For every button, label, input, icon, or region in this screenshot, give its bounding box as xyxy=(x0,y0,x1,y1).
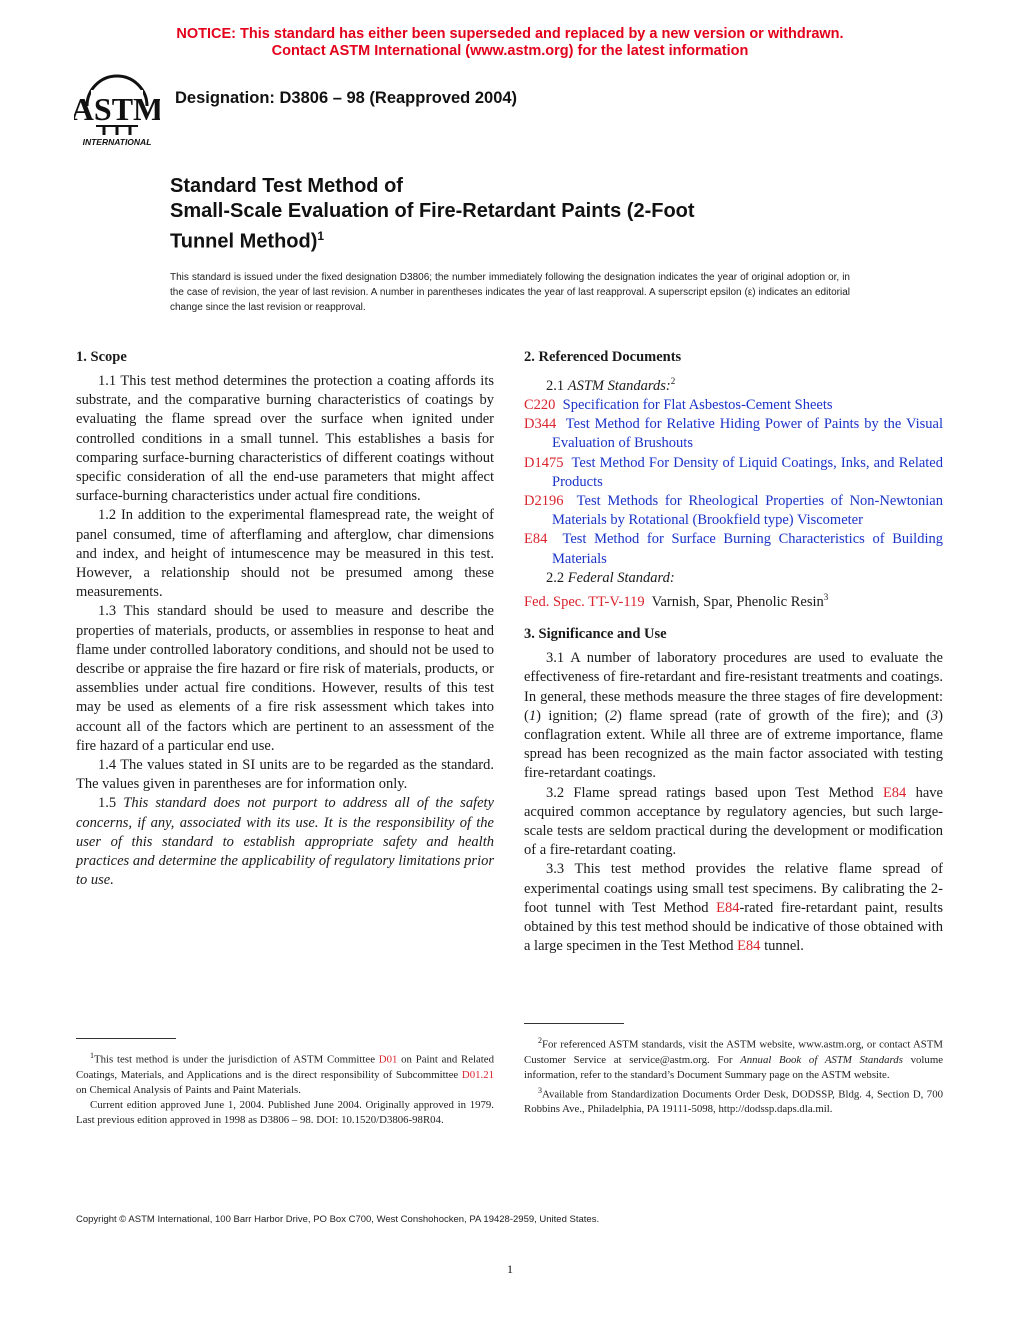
footnotes-left xyxy=(76,1048,494,1128)
footnote-1 xyxy=(76,1048,494,1098)
logo-text: ASTM xyxy=(74,91,160,127)
page-number: 1 xyxy=(507,1262,513,1276)
footnote-2-part: For referenced ASTM standards, visit the ASTM website, www.astm.org, or contact ASTM Customer Service at service@astm.org. For xyxy=(524,1038,943,1066)
footnote-divider-left xyxy=(76,1038,176,1039)
subsection-2-1-number: 2.1 xyxy=(546,377,565,394)
subsection-2-2 xyxy=(524,569,943,588)
paragraph-3-1-part: 3.1 A number of laboratory procedures are used to evaluate the effectiveness of fire-retardant and fire-resistant treatments and coatings. In general, these methods measure the three stages of fire development: ( xyxy=(524,650,943,724)
reference-code[interactable]: D344 xyxy=(524,416,557,433)
footnotes-right xyxy=(524,1033,943,1117)
title-line-3-text: Tunnel Method) xyxy=(170,230,318,253)
notice-line-1: NOTICE: This standard has either been superseded and replaced by a new version or withdrawn. xyxy=(176,26,844,42)
left-column xyxy=(76,347,494,890)
paragraph-3-2-part: have acquired common acceptance by regulatory agencies, but such large-scale tests are seldom practical during the development or modification of a fire-retardant coating. xyxy=(524,784,943,859)
footnote-edition: Current edition approved June 1, 2004. Published June 2004. Originally approved in 1979. Last previous edition approved in 1998 as D3806 – 98. DOI: 10.1520/D3806-98R04. xyxy=(76,1098,494,1126)
footnote-1-part: on Paint and Related Coatings, Materials, and Applications and is the direct responsibility of Subcommittee xyxy=(76,1053,494,1081)
title-line-1: Standard Test Method of xyxy=(170,175,403,197)
section-heading-significance: 3. Significance and Use xyxy=(524,626,667,643)
paragraph-3-1-part: ) flame spread (rate of growth of the fire); and ( xyxy=(616,707,931,724)
federal-standard-title: Varnish, Spar, Phenolic Resin xyxy=(651,593,824,610)
reference-code[interactable]: C220 xyxy=(524,397,556,414)
notice-line-2: Contact ASTM International (www.astm.org) for the latest information xyxy=(271,43,749,59)
paragraph-3-1-number: 2 xyxy=(609,707,617,724)
paragraph-3-3-part: -rated fire-retardant paint, results obtained by this test method should be indicative of those obtained with a large specimen in the Test Method xyxy=(524,899,943,955)
reference-item[interactable] xyxy=(524,454,943,492)
section-heading-referenced-documents: 2. Referenced Documents xyxy=(524,349,682,365)
document-title xyxy=(170,174,695,255)
reference-title[interactable]: Test Method for Surface Burning Characteristics of Building Materials xyxy=(552,531,943,567)
paragraph-3-3-part: tunnel. xyxy=(760,938,804,955)
copyright: Copyright © ASTM International, 100 Barr Harbor Drive, PO Box C700, West Conshohocken, PA 19428-2959, United States. xyxy=(76,1214,600,1225)
paragraph-3-1 xyxy=(524,649,943,783)
subsection-2-1-label: ASTM Standards: xyxy=(567,377,671,394)
subsection-2-1 xyxy=(524,372,943,396)
title-line-2: Small-Scale Evaluation of Fire-Retardant Paints (2-Foot xyxy=(170,200,695,222)
footnote-1-part: on Chemical Analysis of Paints and Paint Materials. xyxy=(76,1083,301,1096)
reference-title[interactable]: Test Method for Relative Hiding Power of Paints by the Visual Evaluation of Brushouts xyxy=(552,416,943,452)
federal-standard-item xyxy=(524,588,943,612)
reference-item[interactable] xyxy=(524,415,943,453)
section-heading-scope: 1. Scope xyxy=(76,349,127,365)
footnote-2-italic: Annual Book of ASTM Standards xyxy=(740,1053,903,1066)
footnote-divider-right xyxy=(524,1023,624,1024)
e84-link[interactable]: E84 xyxy=(882,784,907,801)
paragraph-3-2 xyxy=(524,784,943,861)
footnote-mark-2: 2 xyxy=(670,376,676,386)
paragraph-3-2-part: 3.2 Flame spread ratings based upon Test Method xyxy=(546,784,883,801)
subcommittee-link[interactable]: D01.21 xyxy=(461,1068,494,1081)
reference-item[interactable] xyxy=(524,492,943,530)
committee-link[interactable]: D01 xyxy=(378,1053,398,1066)
subsection-2-2-label: Federal Standard: xyxy=(567,569,675,586)
title-line-3 xyxy=(170,224,695,255)
reference-title[interactable]: Test Methods for Rheological Properties of Non-Newtonian Materials by Rotational (Brookfield type) Viscometer xyxy=(552,493,943,529)
footnote-2-part: volume information, refer to the standard’s Document Summary page on the ASTM website. xyxy=(524,1053,944,1081)
paragraph-1-5-number: 1.5 xyxy=(98,795,117,812)
astm-logo-icon xyxy=(74,72,160,150)
reference-code[interactable]: E84 xyxy=(524,531,548,548)
paragraph-3-1-part: ) conflagration extent. While all three are of extreme importance, flame spread has been recognized as the main factor associated with testing fire-retardant coatings. xyxy=(524,707,943,782)
paragraph-3-1-number: 1 xyxy=(528,707,537,724)
paragraph-1-1: 1.1 This test method determines the protection a coating affords its substrate, and the comparative burning characteristics of coatings by evaluating the flame spread over the surface when ignited under controlled conditions in a small tunnel. This establishes a basis for comparing surface-burning characteristics of different coatings without specific consideration of all the end-use parameters that might affect surface-burning characteristics under actual fire conditions. xyxy=(76,373,494,505)
astm-logo xyxy=(74,72,160,150)
footnote-3-text: Available from Standardization Documents Order Desk, DODSSP, Bldg. 4, Section D, 700 Robbins Ave., Philadelphia, PA 19111-5098, http://dodssp.daps.dla.mil. xyxy=(524,1088,943,1116)
paragraph-3-3 xyxy=(524,860,943,956)
reference-title[interactable]: Test Method For Density of Liquid Coatings, Inks, and Related Products xyxy=(552,454,943,490)
e84-link[interactable]: E84 xyxy=(716,899,740,916)
notice-banner xyxy=(0,26,1020,60)
footnote-3-mark: 3 xyxy=(538,1085,542,1095)
reference-title[interactable]: Specification for Flat Asbestos-Cement Sheets xyxy=(562,397,833,414)
subsection-2-2-number: 2.2 xyxy=(546,569,565,586)
reference-code[interactable]: D2196 xyxy=(524,493,564,510)
paragraph-1-5-text: This standard does not purport to address all of the safety concerns, if any, associated with its use. It is the responsibility of the user of this standard to establish appropriate safety and health practices and determine the applicability of regulatory limitations prior to use. xyxy=(76,795,494,889)
footnote-2-mark: 2 xyxy=(538,1036,542,1045)
footnote-3 xyxy=(524,1083,943,1118)
designation: Designation: D3806 – 98 (Reapproved 2004) xyxy=(175,89,518,107)
right-column xyxy=(524,347,943,956)
preamble: This standard is issued under the fixed designation D3806; the number immediately following the designation indicates the year of original adoption or, in the case of revision, the year of last revision. A number in parentheses indicates the year of last reapproval. A superscript epsilon (ε) indicates an editorial change since the last revision or reapproval. xyxy=(170,272,850,313)
federal-standard-code[interactable]: Fed. Spec. TT-V-119 xyxy=(524,593,645,610)
reference-item[interactable] xyxy=(524,396,943,415)
paragraph-1-3: 1.3 This standard should be used to measure and describe the properties of materials, products, or assemblies in response to heat and flame under controlled laboratory conditions, and should not be used to describe or appraise the fire hazard or fire risk of materials, products, or assemblies under actual fire conditions. However, results of this test may be used as elements of a fire risk assessment which takes into account all of the factors which are pertinent to an assessment of the fire hazard of a particular end use. xyxy=(76,603,494,754)
footnote-1-part: This test method is under the jurisdiction of ASTM Committee xyxy=(94,1053,379,1066)
paragraph-3-3-part: 3.3 This test method provides the relative flame spread of experimental coatings using small test specimens. By calibrating the 2-foot tunnel with Test Method xyxy=(524,861,943,916)
paragraph-1-4: 1.4 The values stated in SI units are to be regarded as the standard. The values given in parentheses are for information only. xyxy=(76,757,494,793)
paragraph-1-2: 1.2 In addition to the experimental flamespread rate, the weight of panel consumed, time of afterflaming and afterglow, char dimensions and index, and height of intumescence may be measured in this test. However, a relationship should not be presumed among these measurements. xyxy=(76,507,494,601)
paragraph-3-1-part: ) ignition; ( xyxy=(536,707,610,724)
e84-link[interactable]: E84 xyxy=(737,938,761,955)
footnote-mark-3: 3 xyxy=(823,592,829,603)
paragraph-3-1-number: 3 xyxy=(930,707,939,724)
reference-code[interactable]: D1475 xyxy=(524,454,564,471)
footnote-1-mark: 1 xyxy=(90,1051,94,1060)
logo-subtext: INTERNATIONAL xyxy=(82,137,152,147)
title-footnote-mark: 1 xyxy=(317,229,325,243)
footnote-2 xyxy=(524,1033,943,1083)
reference-item[interactable] xyxy=(524,530,943,568)
paragraph-1-5 xyxy=(76,794,494,890)
